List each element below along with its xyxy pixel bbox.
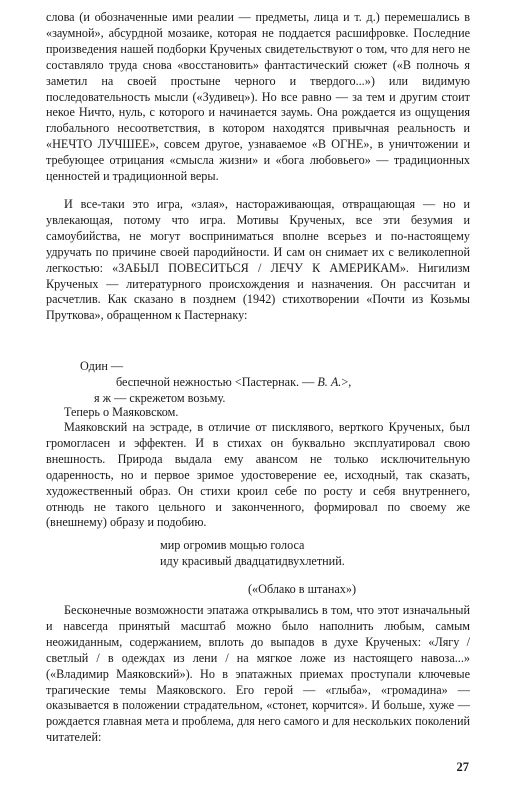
poem-line-text: >, [341, 375, 352, 389]
paragraph-2: И все-таки это игра, «злая», настораживающая, отвращающая — но и увлекающая, потому что игра. Мотивы Крученых, все эти безумия и самоубийства, не могут восприниматься вполне всерьез и по-настоящему удручать по причине своей пародийности. И сам он снимает их с великолепной легкостью: «ЗАБЫЛ ПОВЕСИТЬСЯ / ЛЕЧУ К АМЕРИКАМ». Нигилизм Крученых — литературного происхождения и назначения. Он рассчитан и расчетлив. Как сказано в позднем (1942) стихотворении «Почти из Козьмы Пруткова», обращенном к Пастернаку: [46, 197, 470, 323]
paragraph-1: слова (и обозначенные ими реалии — предметы, лица и т. д.) перемешались в «заумной», абсурдной мозаике, которая не поддается расшифровке. Последние произведения нашей подборки Крученых свидетельствуют о том, что для него не составляло труда снова «восстановить» фантастический сюжет («В полночь я заметил на своей простыне черного и твердого...») или видимую последовательность мысли («Зудивец»). Но все равно — за тем и другим стоит некое Ничто, нуль, с которого и начинается заумь. Она рождается из ощущения глобального несоответствия, в котором находятся привычная реальность и «НЕЧТО ЛУЧШЕЕ», совсем другое, узнаваемое «В ОГНЕ», в уничтожении и требующее отрицания «смысла жизни» и «бога любовьего» — традиционных ценностей и традиционной веры. [46, 10, 470, 184]
poem-quote-oblako [160, 537, 356, 597]
poem-line-text: беспечной нежностью <Пастернак. — [116, 375, 318, 389]
author-initials: В. А. [317, 375, 342, 389]
section-heading: Теперь о Маяковском. [64, 405, 179, 419]
poem-line: Один — [80, 359, 124, 373]
paragraph-4: Бесконечные возможности эпатажа открывались в том, что этот изначальный и навсегда принятый масштаб можно было наполнить любым, самым неожиданным, содержанием, вплоть до выпадов в духе Крученых: «Лягу / светлый / в одеждах из лени / на мягкое ложе из настоящего навоза...» («Владимир Маяковский»). Но в эпатажных приемах проступали ключевые трагические темы Маяковского. Его герой — «глыба», «громадина» — оказывается в положении страдательном, «стонет, корчится». И больше, хуже — рождается главная мета и проблема, для него самого и для нескольких поколений читателей: [46, 603, 470, 745]
poem-line: иду красивый двадцатидвухлетний. [160, 554, 345, 568]
paragraph-3: Маяковский на эстраде, в отличие от писклявого, верткого Крученых, был громогласен и эффектен. И в стихах он буквально эксплуатировал свою внешность. Природа выдала ему авансом не только исключительную одаренность, но и первое зримое удостоверение ее, исходный, так сказать, художественный образ. Он стихи кроил себе по росту и себя внутреннего, отнюдь не такого цельного и законченного, формировал по своему же (внешнему) образу и подобию. [46, 420, 470, 530]
poem-quote-prutkov [80, 358, 351, 406]
poem-line [80, 374, 351, 390]
page-number: 27 [456, 760, 469, 774]
poem-line: я ж — скрежетом возьму. [94, 391, 226, 405]
poem-line: мир огромив мощью голоса [160, 538, 305, 552]
poem-source: («Облако в штанах») [248, 582, 357, 596]
